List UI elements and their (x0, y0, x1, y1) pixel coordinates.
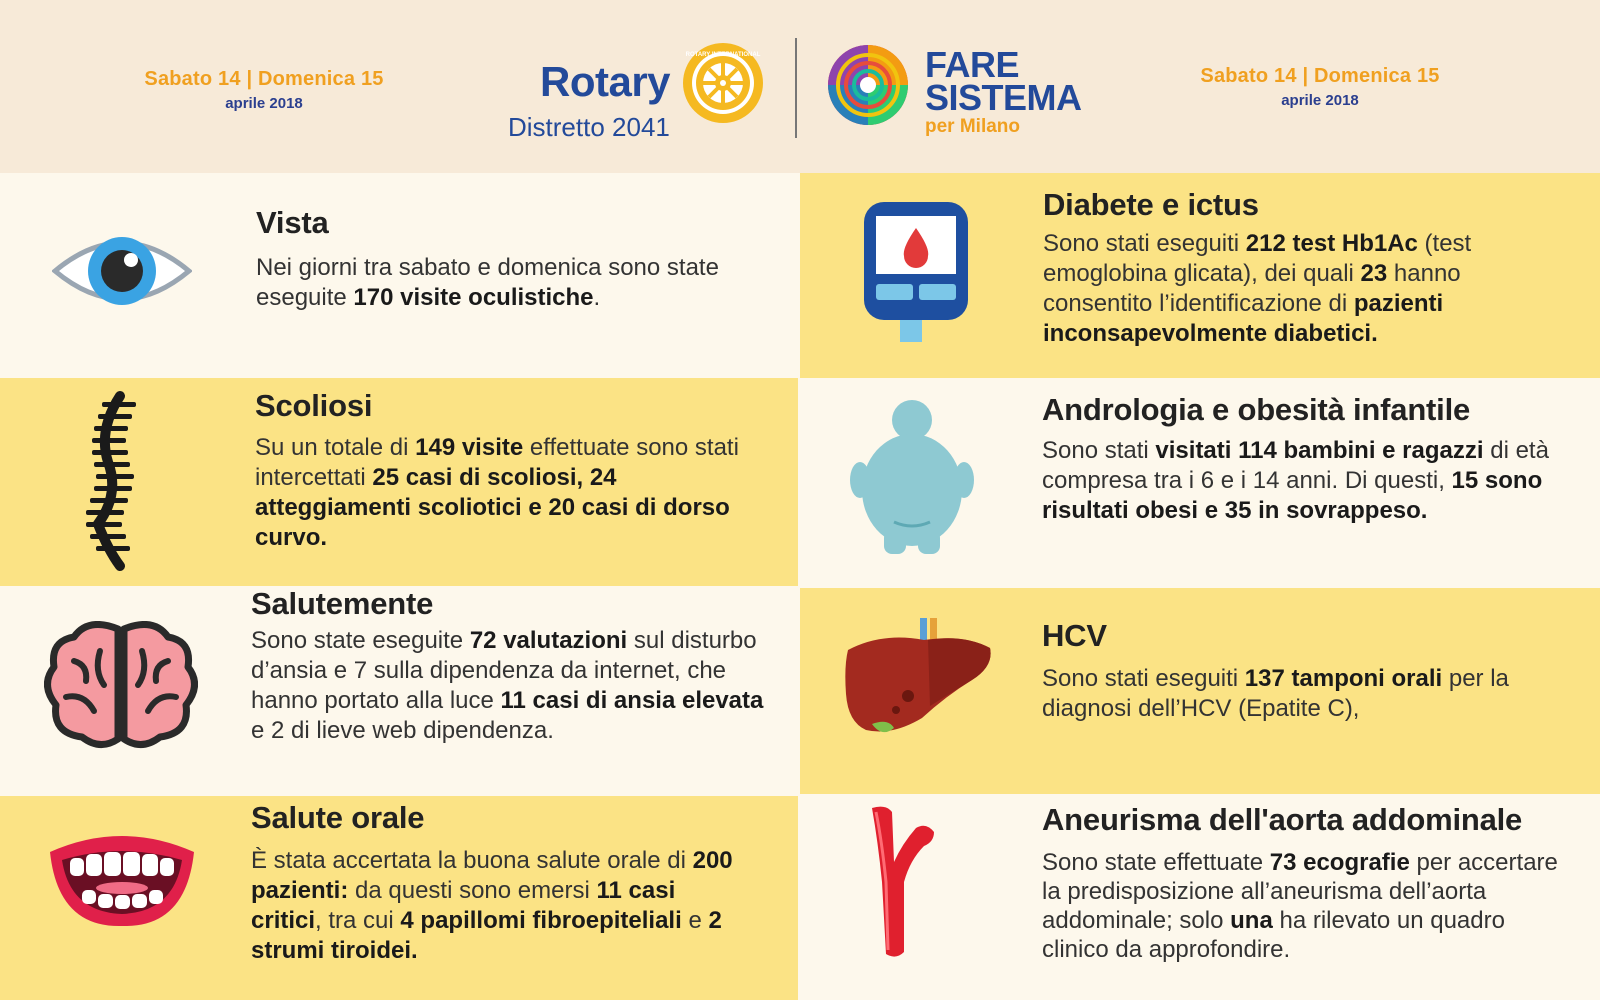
text-part: e 2 di lieve web dipendenza. (251, 717, 554, 744)
text-part: Sono stati eseguiti (1042, 665, 1245, 692)
date-right-month: aprile 2018 (1281, 92, 1359, 109)
text-highlight: 212 test Hb1Ac (1245, 230, 1418, 257)
text-part: Su un totale di (255, 434, 416, 461)
spine-icon (80, 390, 140, 576)
section-salute-orale (0, 796, 798, 1000)
text-part: Sono state effettuate (1042, 849, 1270, 876)
text-highlight: 149 visite (415, 434, 524, 461)
section-scoliosi (0, 378, 798, 586)
text-highlight: 200 pazienti: (251, 847, 733, 904)
text-highlight: 4 papillomi fibroepiteliali (400, 907, 682, 934)
date-left-month: aprile 2018 (225, 95, 303, 112)
text-part: Nei giorni tra sabato e domenica sono state eseguite (256, 254, 719, 311)
text-part: , tra cui (315, 907, 401, 934)
section-vista (0, 173, 798, 378)
text-part: sul disturbo d’ansia e 7 sulla dipendenza da internet, che hanno portato alla luce (251, 627, 757, 714)
eye-icon (52, 225, 192, 317)
text-part: ha rilevato un quadro clinico da approfondire. (1042, 907, 1505, 963)
text-part: per la diagnosi dell’HCV (Epatite C), (1042, 665, 1509, 722)
fare-line-1: FARE (925, 44, 1020, 85)
section-text (255, 433, 755, 553)
section-text (1042, 664, 1512, 724)
section-title: Andrologia e obesità infantile (1042, 392, 1471, 427)
text-part: Sono stati eseguiti (1043, 230, 1246, 257)
text-part: È stata accertata la buona salute orale di (251, 847, 693, 874)
section-title: Salutemente (251, 586, 434, 621)
text-part: effettuate sono stati intercettati (255, 434, 739, 491)
section-text (1042, 436, 1562, 526)
header-banner (0, 0, 1600, 173)
section-title: Vista (256, 205, 329, 240)
section-hcv (800, 588, 1600, 794)
date-left-days: Sabato 14 | Domenica 15 (144, 68, 384, 90)
text-part: da questi sono emersi (348, 877, 597, 904)
section-text (256, 253, 736, 313)
section-title: Scoliosi (255, 388, 373, 423)
rotary-logo-text: Rotary (540, 58, 671, 105)
text-highlight: 23 (1360, 260, 1388, 287)
mouth-icon (46, 832, 198, 928)
obese-child-icon (850, 398, 974, 556)
text-part: Sono stati (1042, 437, 1156, 464)
section-diabete-ictus (800, 173, 1600, 378)
section-title: HCV (1042, 618, 1107, 653)
section-title: Aneurisma dell'aorta addominale (1042, 802, 1523, 837)
text-highlight: pazienti inconsapevolmente diabetici. (1043, 290, 1444, 347)
text-part: hanno consentito l’identificazione di (1043, 260, 1461, 317)
brain-icon (44, 621, 198, 751)
rotary-district: Distretto 2041 (508, 112, 670, 142)
text-part: di età compresa tra i 6 e i 14 anni. Di questi, (1042, 437, 1549, 494)
aorta-icon (862, 802, 946, 962)
header-divider (795, 38, 797, 138)
text-part: per accertare la predisposizione all’aneurisma dell’aorta addominale; solo (1042, 849, 1558, 934)
text-highlight: 72 valutazioni (469, 627, 628, 654)
text-highlight: 11 casi di ansia elevata (500, 687, 764, 714)
text-highlight: 25 casi di scoliosi, 24 atteggiamenti scoliotici e 20 casi di dorso curvo. (255, 464, 730, 551)
date-left (124, 68, 404, 112)
fare-sistema-title (925, 44, 1082, 118)
liver-icon (842, 614, 996, 742)
section-title: Salute orale (251, 800, 425, 835)
date-right (1180, 65, 1460, 109)
section-text (1043, 229, 1533, 349)
text-highlight: 73 ecografie (1269, 849, 1410, 876)
section-text (1042, 848, 1562, 964)
text-part: (test emoglobina glicata), dei quali (1043, 230, 1472, 287)
fare-sistema-swirl-icon (825, 42, 911, 128)
text-highlight: 170 visite oculistiche (353, 284, 594, 311)
text-part: e (681, 907, 709, 934)
section-salutemente (0, 586, 798, 796)
text-highlight: 137 tamponi orali (1244, 665, 1443, 692)
rotary-wheel-label: ROTARY INTERNATIONAL (685, 52, 761, 58)
section-title: Diabete e ictus (1043, 187, 1259, 222)
rotary-wheel-icon (680, 40, 766, 126)
date-right-days: Sabato 14 | Domenica 15 (1200, 65, 1440, 87)
text-highlight: una (1230, 907, 1273, 934)
section-andrologia-obesita (800, 378, 1600, 588)
text-part: Sono state eseguite (251, 627, 470, 654)
text-part: . (593, 284, 601, 311)
section-text (251, 846, 751, 966)
fare-line-2: SISTEMA (925, 77, 1082, 118)
fare-sistema-subtitle: per Milano (925, 116, 1021, 137)
text-highlight: 15 sono risultati obesi e 35 in sovrappeso. (1042, 467, 1543, 524)
text-highlight: 2 strumi tiroidei. (251, 907, 722, 964)
text-highlight: visitati 114 bambini e ragazzi (1155, 437, 1484, 464)
section-aneurisma (800, 794, 1600, 1000)
section-text (251, 626, 766, 746)
glucometer-icon (860, 198, 972, 344)
text-highlight: 11 casi critici (251, 877, 676, 934)
